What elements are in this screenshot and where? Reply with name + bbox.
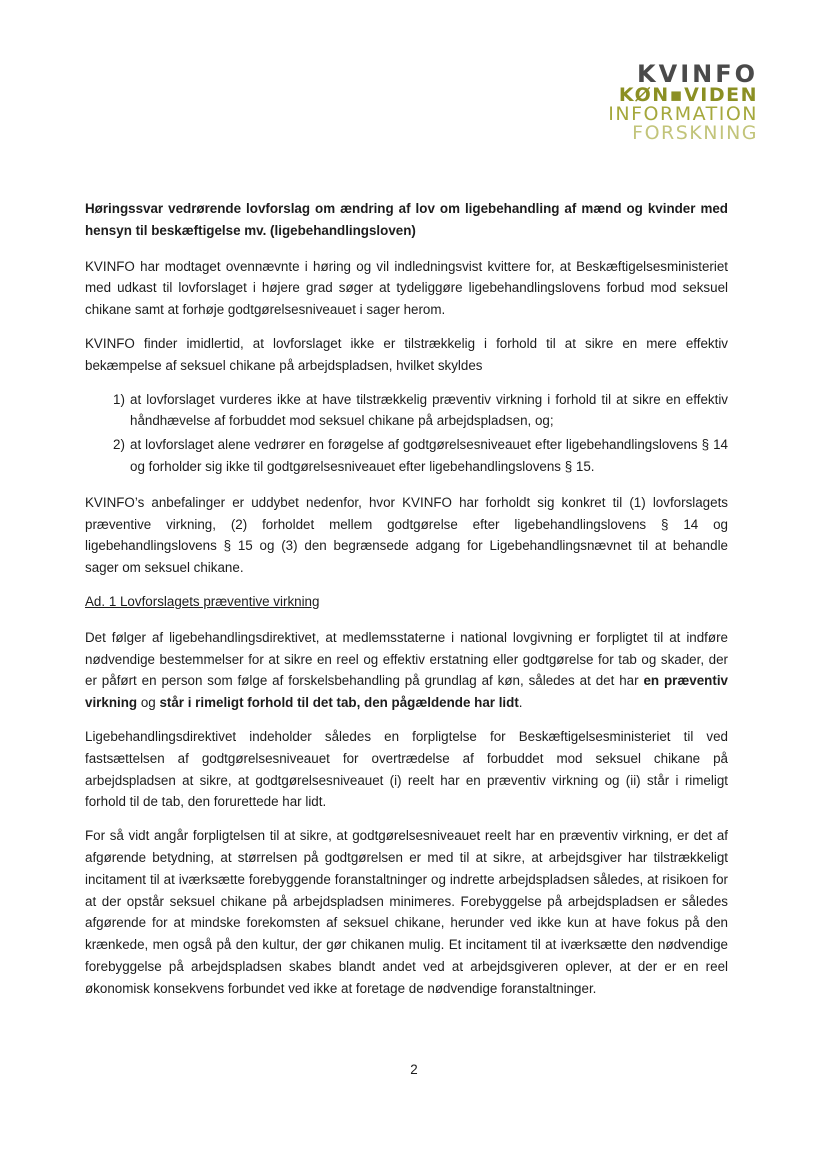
list-item <box>85 434 728 478</box>
prevention-paragraph: For så vidt angår forpligtelsen til at sikre, at godtgørelsesniveauet reelt har en præventiv virkning, er det af afgørende betydning, at størrelsen på godtgørelsen er med til at sikre, at arbejdsgiver har tilstrækkeligt incitament til at iværksætte forebyggende foranstaltninger og indrette arbejdspladsen således, at risikoen for at der opstår seksuel chikane på arbejdspladsen minimeres. Forebyggelse på arbejdspladsen er således afgørende for at mindske forekomsten af seksuel chikane, herunder ved ikke kun at have fokus på den krænkede, men også på den kultur, der gør chikanen mulig. Et incitament til at iværksætte den nødvendige forebyggelse på arbejdspladsen skabes blandt andet ved at arbejdsgiveren oplever, at der er en reel økonomisk konsekvens forbundet ved ikke at foretage de nødvendige foranstaltninger. <box>85 828 728 996</box>
obligation-paragraph: Ligebehandlingsdirektivet indeholder således en forpligtelse for Beskæftigelsesministeriet til ved fastsættelsen af godtgørelsesniveauet for overtrædelse af forbuddet mod seksuel chikane på arbejdspladsen at sikre, at godtgørelsesniveauet (i) reelt har en præventiv virkning og (ii) står i rimeligt forhold til de tab, den forurettede har lidt. <box>85 728 728 810</box>
logo-line-information: INFORMATION <box>608 103 758 125</box>
logo-line-koen-viden: KØN▪VIDEN <box>618 84 758 106</box>
logo-line-kvinfo: KVINFO <box>637 60 758 88</box>
list-item <box>85 389 728 433</box>
text-run: og <box>137 695 160 711</box>
intro-paragraph-2: KVINFO finder imidlertid, at lovforslaget ikke er tilstrækkelig i forhold til at sikre en mere effektiv bekæmpelse af seksuel chikane på arbejdspladsen, hvilket skyldes <box>85 335 728 373</box>
page-number: 2 <box>410 1062 418 1077</box>
document-title: Høringssvar vedrørende lovforslag om ændring af lov om ligebehandling af mænd og kvinder med hensyn til beskæftigelse mv. (ligebehandlingsloven) <box>85 201 728 238</box>
document-body <box>85 198 728 1012</box>
bold-text: en præventiv virkning <box>85 673 728 711</box>
kvinfo-logo <box>608 62 758 143</box>
intro-paragraph-1: KVINFO har modtaget ovennævnte i høring og vil indledningsvist kvittere for, at Beskæftigelsesministeriet med udkast til lovforslaget i højere grad søger at tydeliggøre ligebehandlingslovens forbud mod seksuel chikane samt at forhøje godtgørelsesniveauet i sager herom. <box>85 258 728 318</box>
reasons-list <box>85 389 728 478</box>
text-run: Det følger af ligebehandlingsdirektivet, at medlemsstaterne i national lovgivning er forpligtet til at indføre nødvendige bestemmelser for at sikre en reel og effektiv erstatning eller godtgørelse for tab og skader, der er påført en person som følge af forskelsbehandling på grundlag af køn, således at det har <box>85 629 728 689</box>
bold-text: står i rimeligt forhold til det tab, den pågældende har lidt <box>159 695 519 711</box>
logo-line-forskning: FORSKNING <box>632 122 758 144</box>
list-item-number: 1) <box>113 391 125 407</box>
text-run: . <box>518 695 523 711</box>
list-item-number: 2) <box>113 437 125 453</box>
directive-paragraph <box>85 627 728 714</box>
list-item-text: at lovforslaget vurderes ikke at have tilstrækkelig præventiv virkning i forhold til at sikre en effektiv håndhævelse af forbuddet mod seksuel chikane på arbejdspladsen, og; <box>130 391 728 429</box>
recommendations-paragraph: KVINFO’s anbefalinger er uddybet nedenfor, hvor KVINFO har forholdt sig konkret til (1) lovforslagets præventive virkning, (2) forholdet mellem godtgørelse efter ligebehandlingslovens § 14 og ligebehandlingslovens § 15 og (3) den begrænsede adgang for Ligebehandlingsnævnet til at behandle sager om seksuel chikane. <box>85 494 728 576</box>
list-item-text: at lovforslaget alene vedrører en forøgelse af godtgørelsesniveauet efter ligebehandlingslovens § 14 og forholder sig ikke til godtgørelsesniveauet efter ligebehandlingslovens § 15. <box>130 437 728 474</box>
section-heading: Ad. 1 Lovforslagets præventive virkning <box>85 593 320 609</box>
